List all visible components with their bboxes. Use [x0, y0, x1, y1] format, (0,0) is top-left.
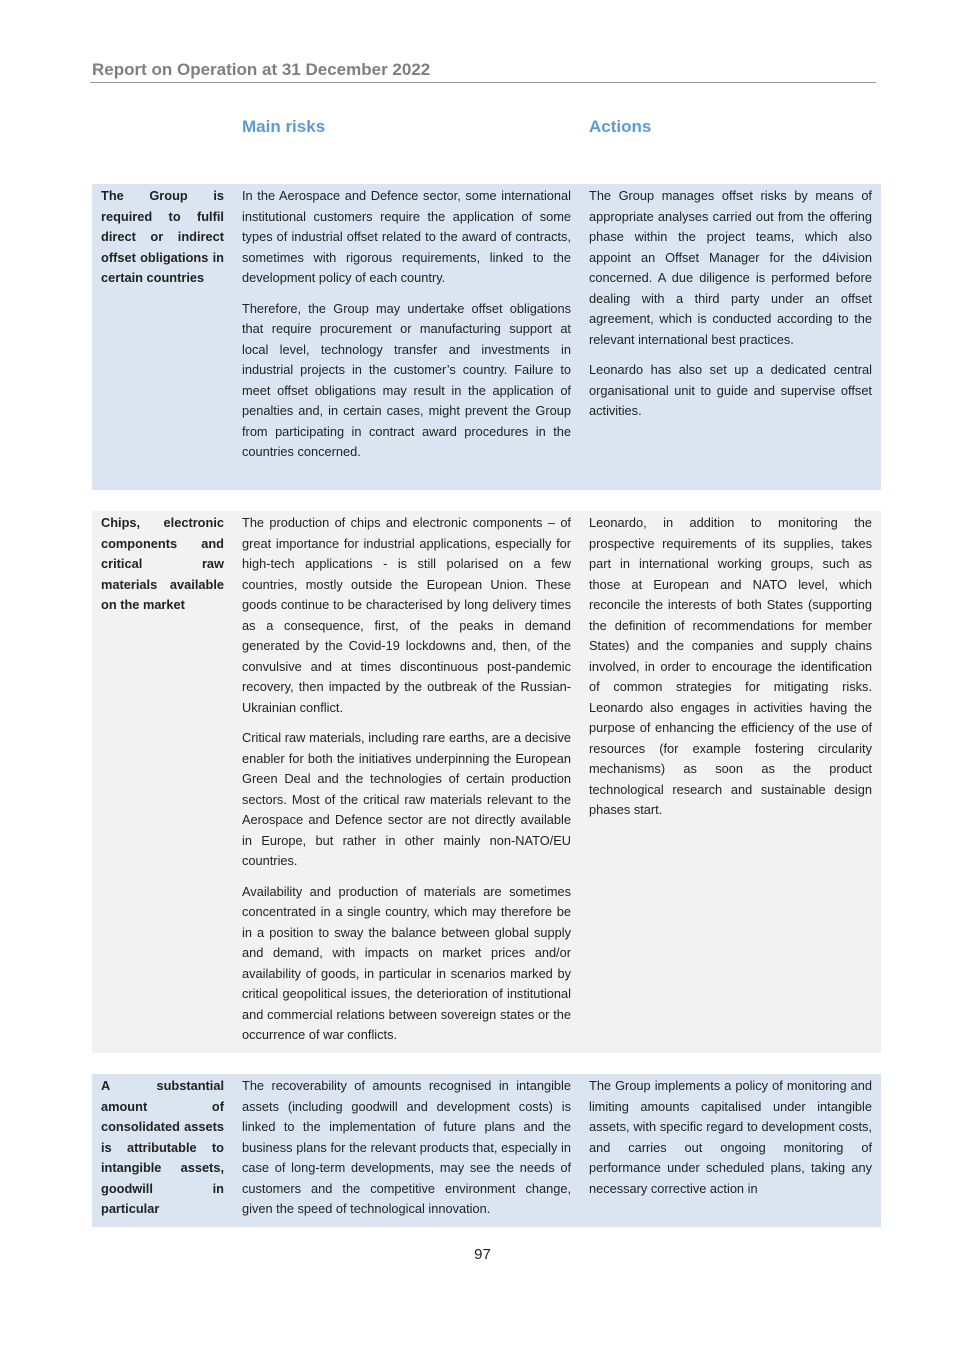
- column-heading-actions: Actions: [589, 117, 652, 136]
- action-description: [589, 186, 872, 432]
- risk-label: The Group is required to fulfil direct or indirect offset obligations in certain countries: [101, 188, 224, 285]
- risk-row-chips-raw-materials: [92, 511, 881, 1053]
- header-divider: [90, 82, 876, 83]
- report-title: Report on Operation at 31 December 2022: [92, 60, 431, 79]
- risk-description: [242, 1076, 571, 1230]
- risk-paragraph: The production of chips and electronic components – of great importance for industrial applications, especially for high-tech applications - is still polarised on a few countries, mostly outside the European Union. These goods continue to be characterised by long delivery times as a consequence, first, of the peaks in demand generated by the Covid-19 lockdowns and, then, of the convulsive and at times discontinuous post-pandemic recovery, then impacted by the outbreak of the Russian-Ukrainian conflict.: [242, 515, 571, 715]
- risk-description: [242, 513, 571, 1056]
- column-heading-main-risks: Main risks: [242, 117, 326, 136]
- risk-paragraph: Critical raw materials, including rare earths, are a decisive enabler for both the initiatives underpinning the European Green Deal and the technologies of certain production sectors. Most of the critical raw materials relevant to the Aerospace and Defence sector are not directly available in Europe, but rather in other mainly non-NATO/EU countries.: [242, 730, 571, 868]
- action-paragraph: The Group implements a policy of monitoring and limiting amounts capitalised under intangible assets, with specific regard to development costs, and carries out ongoing monitoring of performance under scheduled plans, taking any necessary corrective action in: [589, 1078, 872, 1196]
- risk-paragraph: Therefore, the Group may undertake offset obligations that require procurement or manufacturing support at local level, technology transfer and investments in industrial projects in the customer’s country. Failure to meet offset obligations may result in the application of penalties and, in certain cases, might prevent the Group from participating in contract award procedures in the countries concerned.: [242, 300, 571, 459]
- action-paragraph: Leonardo has also set up a dedicated central organisational unit to guide and supervise offset activities.: [589, 362, 872, 418]
- page-number: 97: [474, 1246, 491, 1263]
- risk-label: A substantial amount of consolidated assets is attributable to intangible assets, goodwill in particular: [101, 1078, 224, 1216]
- risk-description: [242, 186, 571, 473]
- risk-paragraph: The recoverability of amounts recognised in intangible assets (including goodwill and development costs) is linked to the implementation of future plans and the business plans for the relevant products that, especially in case of long-term developments, may see the needs of customers and the competitive environment change, given the speed of technological innovation.: [242, 1078, 571, 1216]
- risk-row-intangible-assets: [92, 1074, 881, 1227]
- risk-paragraph: In the Aerospace and Defence sector, some international institutional customers require the application of some types of industrial offset related to the award of contracts, sometimes with rigorous requirements, linked to the development policy of each country.: [242, 188, 571, 285]
- risk-label: Chips, electronic components and critical raw materials available on the market: [101, 515, 224, 612]
- risk-row-offset-obligations: [92, 184, 881, 490]
- risk-paragraph: Availability and production of materials are sometimes concentrated in a single country, which may therefore be in a position to sway the balance between global supply and demand, with impacts on market prices and/or availability of goods, in particular in scenarios marked by critical geopolitical issues, the deterioration of institutional and commercial relations between sovereign states or the occurrence of war conflicts.: [242, 883, 571, 1042]
- action-paragraph: Leonardo, in addition to monitoring the prospective requirements of its supplies, takes part in international working groups, such as those at European and NATO level, which reconcile the interests of both States (supporting the definition of recommendations for member States) and the companies and supply chains involved, in order to encourage the identification of common strategies for mitigating risks. Leonardo also engages in activities having the purpose of enhancing the efficiency of the use of resources (for example fostering circularity mechanisms) as soon as the product technological research and sustainable design phases start.: [589, 515, 872, 817]
- action-description: [589, 513, 872, 831]
- action-description: [589, 1076, 872, 1209]
- action-paragraph: The Group manages offset risks by means of appropriate analyses carried out from the offering phase within the project teams, which also appoint an Offset Manager for the d4ivision concerned. A due diligence is performed before dealing with a third party under an offset agreement, which is conducted according to the relevant international best practices.: [589, 188, 872, 347]
